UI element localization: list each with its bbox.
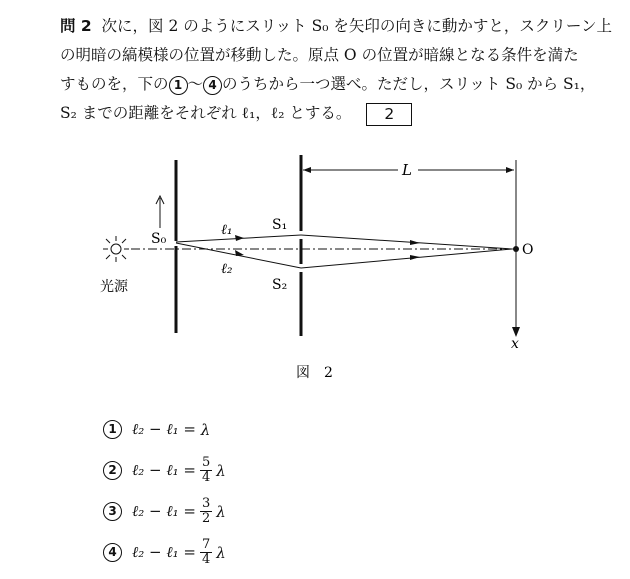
- dimension-l-arrow-left: [303, 167, 311, 173]
- motion-arrow-icon: [156, 196, 164, 228]
- option-4[interactable]: [103, 538, 226, 567]
- option-4-fraction: [200, 538, 212, 567]
- ray-arrow-l2: [235, 250, 244, 256]
- question-text-1: 次に，図 2 のようにスリット S₀ を矢印の向きに動かすと，スクリーン上: [101, 17, 613, 35]
- option-1-lhs: ℓ₂ − ℓ₁ =: [132, 420, 196, 438]
- option-4-denominator: 4: [201, 552, 211, 567]
- question-text-4: S₂ までの距離をそれぞれ ℓ₁，ℓ₂ とする。: [60, 104, 352, 122]
- option-3-marker: 3: [103, 502, 122, 521]
- option-4-marker: 4: [103, 543, 122, 562]
- answer-box[interactable]: 2: [366, 103, 412, 126]
- option-2-rhs: λ: [216, 461, 226, 480]
- figure-caption: 図 2: [296, 365, 333, 381]
- label-s1: S₁: [272, 217, 288, 233]
- option-3-expression: [132, 497, 226, 526]
- question-text-3a: すものを，下の: [60, 75, 169, 93]
- question-text-2: の明暗の縞模様の位置が移動した。原点 O の位置が暗線となる条件を満た: [60, 46, 579, 64]
- choice-last-marker: 4: [203, 76, 222, 95]
- ray-arrow-l1: [235, 235, 244, 241]
- label-x-axis: x: [511, 336, 519, 352]
- option-2-numerator: 5: [201, 455, 211, 470]
- option-2-fraction: [200, 456, 212, 485]
- label-s0: S₀: [151, 231, 167, 247]
- choice-first-marker: 1: [169, 76, 188, 95]
- dimension-l-arrow-right: [506, 167, 514, 173]
- option-4-expression: [132, 538, 226, 567]
- option-1[interactable]: [103, 420, 210, 439]
- option-1-marker: 1: [103, 420, 122, 439]
- question-text-3b: のうちから一つ選べ。ただし，スリット S₀ から S₁，: [222, 75, 596, 93]
- option-4-numerator: 7: [201, 537, 211, 552]
- label-origin-o: O: [522, 242, 534, 258]
- option-3[interactable]: [103, 497, 226, 526]
- option-3-rhs: λ: [216, 502, 226, 521]
- option-4-lhs: ℓ₂ − ℓ₁ =: [132, 543, 196, 561]
- option-2-lhs: ℓ₂ − ℓ₁ =: [132, 461, 196, 479]
- label-light-source: 光源: [100, 279, 128, 295]
- question-label: 問 2: [60, 17, 92, 35]
- option-2-denominator: 4: [201, 470, 211, 485]
- option-3-numerator: 3: [201, 496, 211, 511]
- label-s2: S₂: [272, 277, 288, 293]
- label-dimension-l: L: [402, 161, 412, 179]
- label-l2: ℓ₂: [221, 261, 233, 277]
- option-1-expression: [132, 420, 210, 439]
- choice-range-tilde: ～: [187, 75, 204, 93]
- option-2-expression: [132, 456, 226, 485]
- origin-point: [513, 246, 519, 252]
- option-2-marker: 2: [103, 461, 122, 480]
- option-3-fraction: [200, 497, 212, 526]
- option-2[interactable]: [103, 456, 226, 485]
- option-1-rhs: λ: [200, 420, 211, 439]
- light-source-icon: [103, 236, 129, 262]
- label-l1: ℓ₁: [221, 222, 233, 238]
- option-3-denominator: 2: [201, 511, 211, 526]
- option-4-rhs: λ: [216, 543, 226, 562]
- option-3-lhs: ℓ₂ − ℓ₁ =: [132, 502, 196, 520]
